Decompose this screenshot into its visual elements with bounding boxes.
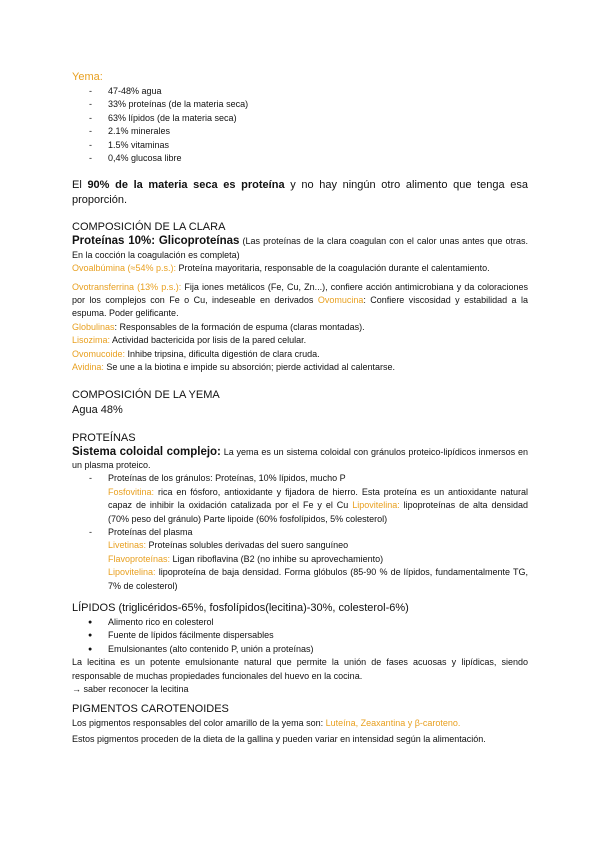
pigmentos-text: Los pigmentos responsables del color amarillo de la yema son: (72, 718, 326, 729)
text-lisozima: Actividad bactericida por lisis de la pared celular. (110, 335, 307, 346)
list-item: ● Fuente de lípidos fácilmente dispersables (72, 629, 528, 642)
text-fosfovitina: rica en fósforo, antioxidante y fijadora de hierro. Esta proteína es un antioxidante natural capaz de inhibir la oxidación catalizada por el Fe y el Cu (108, 486, 528, 511)
document-page (72, 70, 528, 746)
statement-pre: El (72, 179, 88, 192)
text-lipovitelina-plasma: lipoproteína de baja densidad. Forma glóbulos (85-90 % de lípidos, fundamentalmente TG, 7% de colesterol) (108, 567, 528, 591)
list-item: ● Emulsionantes (alto contenido P, unión a proteínas) (72, 643, 528, 656)
lipovitelina2-paragraph (108, 566, 528, 593)
list-item: - 1.5% vitaminas (72, 139, 528, 152)
clara-title (72, 235, 528, 262)
ovomucoide-paragraph (72, 348, 528, 361)
lisozima-paragraph (72, 334, 528, 347)
term-flavoproteinas: Flavoproteínas: (108, 553, 171, 564)
text-ovoalbumina: Proteína mayoritaria, responsable de la coagulación durante el calentamiento. (175, 263, 490, 274)
proteinas-title-bold: Sistema coloidal complejo: (72, 445, 221, 458)
yema-list (72, 85, 528, 165)
fosfovitina-paragraph (108, 486, 528, 526)
agua-line: Agua 48% (72, 403, 123, 416)
lipidos-list (72, 616, 528, 656)
avidina-paragraph (72, 361, 528, 374)
text-globulinas: : Responsables de la formación de espuma (claras montadas). (114, 321, 365, 332)
plasma-label: Proteínas del plasma (108, 526, 193, 537)
proteinas-heading: PROTEÍNAS (72, 431, 136, 444)
yema-section (72, 70, 528, 165)
yema-title: Yema: (72, 71, 103, 83)
text-lipovitelina: lipoproteínas de alta densidad (70% peso del gránulo) Parte lipoide (60% fosfolípidos, 5% colesterol) (108, 500, 528, 524)
statement-bold: 90% de la materia seca es proteína (87, 179, 285, 192)
term-ovomucina: Ovomucina (317, 295, 364, 306)
text-ovomucoide: Inhibe tripsina, dificulta digestión de clara cruda. (125, 348, 320, 359)
proteinas-title-rest: La yema es un sistema coloidal con gránulos proteico-lipídicos inmersos en un plasma proteico. (72, 446, 528, 470)
lipidos-heading: LÍPIDOS (triglicéridos-65%, fosfolípidos(lecitina)-30%, colesterol-6%) (72, 601, 409, 614)
pigmentos-paragraph-2: Estos pigmentos proceden de la dieta de la gallina y pueden variar en intensidad según la alimentación. (72, 733, 486, 744)
lecitina-paragraph: La lecitina es un potente emulsionante natural que permite la unión de fases acuosas y lipídicas, siendo responsable de muchas propiedades funcionales del huevo en la cocina. (72, 657, 528, 681)
clara-heading: COMPOSICIÓN DE LA CLARA (72, 221, 226, 234)
term-fosfovitina: Fosfovitina: (108, 486, 155, 497)
pigmentos-paragraph-1 (72, 717, 528, 730)
term-ovoalbumina: Ovoalbúmina (≈54% p.s.): (72, 263, 176, 274)
pigmentos-names: Luteína, Zeaxantina y β-caroteno. (325, 718, 461, 729)
list-item: - 63% lípidos (de la materia seca) (72, 112, 528, 125)
proteinas-list (72, 472, 528, 593)
clara-title-rest: (Las proteínas de la clara coagulan con el calor unas antes que otras. En la cocción la coagulación es completa) (72, 236, 528, 260)
list-item: ● Alimento rico en colesterol (72, 616, 528, 629)
term-avidina: Avidina: (72, 362, 104, 373)
term-lipovitelina-plasma: Lipovitelina: (108, 567, 156, 578)
flavoproteinas-paragraph (108, 553, 528, 566)
proteinas-title (72, 446, 528, 473)
comp-yema-heading: COMPOSICIÓN DE LA YEMA (72, 388, 220, 401)
term-ovotransferrina: Ovotransferrina (13% p.s.): (72, 281, 182, 292)
list-item: - 47-48% agua (72, 85, 528, 98)
globulinas-paragraph (72, 321, 528, 334)
list-item: - 0,4% glucosa libre (72, 152, 528, 165)
text-flavoproteinas: Ligan riboflavina (B2 (no inhibe su aprovechamiento) (170, 553, 384, 564)
list-item (72, 526, 528, 593)
ovoalbumina-paragraph (72, 262, 528, 275)
statement-post: y no hay ningún otro alimento que tenga esa proporción. (72, 179, 529, 207)
list-item (72, 472, 528, 526)
list-item: - 2.1% minerales (72, 125, 528, 138)
list-item: - 33% proteínas (de la materia seca) (72, 98, 528, 111)
pigmentos-heading: PIGMENTOS CAROTENOIDES (72, 703, 229, 716)
term-livetinas: Livetinas: (108, 540, 147, 551)
ovotransferrina-paragraph (72, 281, 528, 321)
livetinas-paragraph (108, 539, 528, 552)
term-ovomucoide: Ovomucoide: (72, 348, 126, 359)
statement-paragraph (72, 178, 528, 208)
lecitina-note: → saber reconocer la lecitina (72, 684, 189, 694)
clara-title-bold: Proteínas 10%: Glicoproteínas (72, 235, 240, 248)
text-livetinas: Proteínas solubles derivadas del suero sanguíneo (146, 540, 349, 551)
term-lisozima: Lisozima: (72, 335, 111, 346)
term-globulinas: Globulinas (72, 321, 115, 332)
term-lipovitelina: Lipovitelina: (352, 500, 400, 511)
text-ovotransferrina: Fija iones metálicos (Fe, Cu, Zn...), confiere acción antimicrobiana y da coloraciones por los complejos con Fe o Cu, indeseable en derivados (72, 281, 528, 306)
text-ovomucina: : Confiere viscosidad y estabilidad a la espuma. Poder gelificante. (72, 295, 528, 319)
text-avidina: Se une a la biotina e impide su absorción; pierde actividad al calentarse. (103, 362, 396, 373)
granulos-label: Proteínas de los gránulos: Proteínas, 10% lípidos, mucho P (108, 473, 346, 484)
